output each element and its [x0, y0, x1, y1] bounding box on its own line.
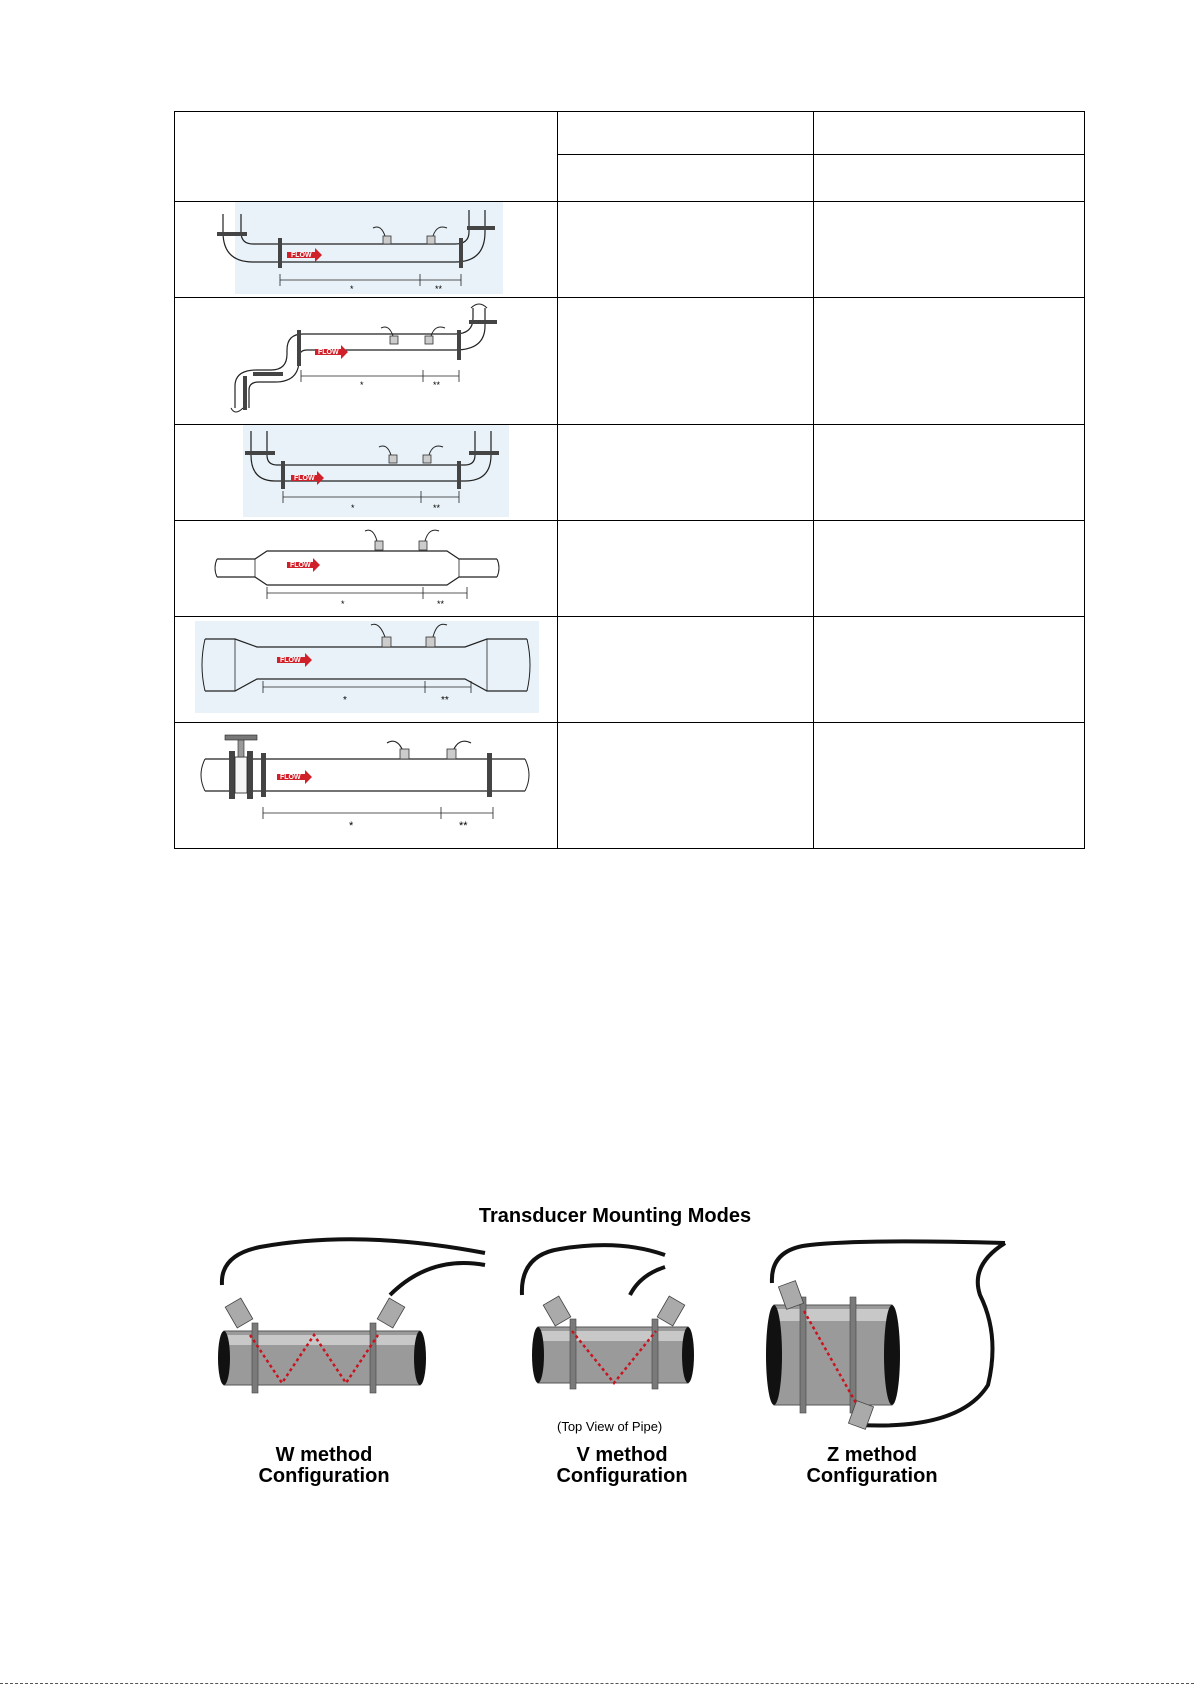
z-method-pipe-icon [766, 1241, 1005, 1429]
flow-label: FLOW [280, 774, 301, 781]
table-cell [814, 723, 1085, 849]
page-bottom-divider [0, 1683, 1194, 1684]
table-row-diagram-cell [175, 298, 558, 425]
upstream-mark: * [341, 599, 345, 609]
v-method-pipe-icon [522, 1245, 694, 1389]
table-corner-cell [175, 112, 558, 202]
pipe-with-two-elbows-up-flow-diagram [175, 202, 557, 297]
table-row-diagram-cell [175, 617, 558, 723]
flow-label: FLOW [318, 349, 339, 356]
upstream-mark: * [343, 695, 347, 706]
method-sub: Configuration [556, 1465, 688, 1487]
table-row-diagram-cell [175, 723, 558, 849]
z-method-label [772, 1445, 972, 1487]
transducer-icon [383, 236, 391, 244]
upstream-mark: * [350, 284, 354, 294]
flow-label: FLOW [294, 475, 315, 482]
flow-label: FLOW [280, 657, 301, 664]
transducer-icon [425, 336, 433, 344]
transducer-icon [390, 336, 398, 344]
pipe-with-reducer-expander-flow-diagram [175, 617, 557, 722]
transducer-icon [375, 541, 383, 550]
pipe-with-expander-reducer-flow-diagram [175, 521, 557, 616]
table-header-cell [558, 112, 814, 155]
mounting-modes-illustration [200, 1235, 1030, 1435]
table-cell [558, 298, 814, 425]
flow-label: FLOW [291, 252, 312, 259]
method-name: Z method [827, 1444, 917, 1466]
top-view-note: (Top View of Pipe) [557, 1419, 663, 1434]
transducer-icon [447, 749, 456, 759]
transducer-icon [382, 637, 391, 647]
pipe-with-two-elbows-up-shaded-flow-diagram [175, 425, 557, 520]
transducer-icon [427, 236, 435, 244]
downstream-mark: ** [437, 599, 445, 609]
figure-title: Transducer Mounting Modes [478, 1205, 752, 1227]
w-method-label [224, 1445, 424, 1487]
table-row-diagram-cell [175, 202, 558, 298]
downstream-mark: ** [433, 503, 441, 513]
table-cell [558, 723, 814, 849]
table-cell [814, 425, 1085, 521]
table-header-cell [558, 155, 814, 202]
downstream-mark: ** [433, 380, 441, 390]
upstream-mark: * [351, 503, 355, 513]
method-sub: Configuration [806, 1465, 938, 1487]
w-method-pipe-icon [218, 1239, 485, 1393]
downstream-mark: ** [459, 820, 468, 832]
table-header-cell [814, 112, 1085, 155]
method-sub: Configuration [258, 1465, 390, 1487]
method-name: W method [275, 1444, 373, 1466]
downstream-mark: ** [435, 284, 443, 294]
v-method-label [522, 1445, 722, 1487]
pipe-with-elbow-down-and-up-flow-diagram [175, 298, 557, 424]
transducer-mounting-figure [200, 1205, 1030, 1505]
table-cell [558, 202, 814, 298]
flow-label: FLOW [290, 562, 311, 569]
upstream-mark: * [349, 820, 354, 832]
valve-icon [238, 739, 244, 757]
table-cell [814, 298, 1085, 425]
downstream-mark: ** [441, 695, 449, 706]
table-cell [558, 425, 814, 521]
table-header-cell [814, 155, 1085, 202]
pipe-with-valve-flow-diagram [175, 723, 557, 848]
method-name: V method [576, 1444, 668, 1466]
table-cell [814, 521, 1085, 617]
upstream-mark: * [360, 380, 364, 390]
transducer-icon [423, 455, 431, 463]
table-cell [558, 617, 814, 723]
table-cell [558, 521, 814, 617]
transducer-icon [400, 749, 409, 759]
table-row-diagram-cell [175, 521, 558, 617]
transducer-icon [389, 455, 397, 463]
table-row-diagram-cell [175, 425, 558, 521]
table-cell [814, 617, 1085, 723]
table-cell [814, 202, 1085, 298]
transducer-icon [419, 541, 427, 550]
straight-run-requirements-table [174, 111, 1085, 849]
transducer-icon [426, 637, 435, 647]
